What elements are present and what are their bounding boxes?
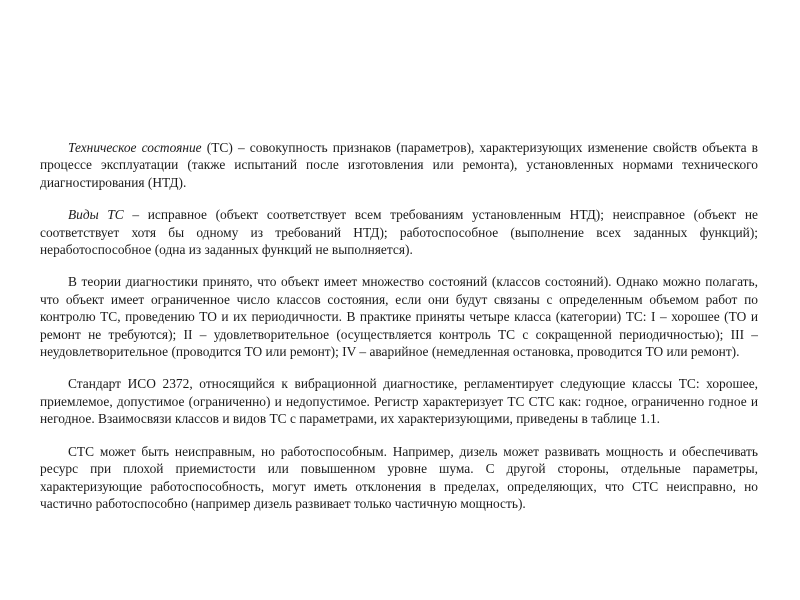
- paragraph-state-classes: [40, 273, 758, 360]
- paragraph-text: (ТС) – совокупность признаков (параметров), характеризующих изменение свойств объекта в процессе эксплуатации (также испытаний после изготовления или ремонта), установленных нормами технического диагностирования (НТД).: [40, 140, 759, 190]
- term-technical-state: Техническое состояние: [68, 140, 202, 155]
- paragraph-text: Стандарт ИСО 2372, относящийся к вибрационной диагностике, регламентирует следующие классы ТС: хорошее, приемлемое, допустимое (ограниченно) и недопустимое. Регистр характеризует ТС СТС как: годное, ограниченно годное и негодное. Взаимосвязи классов и видов ТС с параметрами, их характеризующими, приведены в таблице 1.1.: [40, 376, 758, 427]
- paragraph-state-types: [40, 206, 758, 258]
- paragraph-text: – исправное (объект соответствует всем требованиям установленным НТД); неисправное (объект не соответствует хотя бы одному из требований НТД); работоспособное (выполнение всех заданных функций); неработоспособное (одна из заданных функций не выполняется).: [40, 207, 758, 258]
- document-body: [40, 139, 758, 512]
- term-state-types: Виды ТС: [68, 207, 124, 223]
- paragraph-text: СТС может быть неисправным, но работоспособным. Например, дизель может развивать мощность и обеспечивать ресурс при плохой приемистости или повышенном уровне шума. С другой стороны, отдельные параметры, характеризующие работоспособность, могут иметь отклонения в пределах, определяющих, что СТС неисправно, но частично работоспособно (например дизель развивает только частичную мощность).: [40, 443, 758, 511]
- paragraph-iso-standard: [40, 375, 758, 427]
- paragraph-faulty-but-operable: [40, 443, 758, 513]
- paragraph-technical-state-definition: [40, 139, 758, 191]
- paragraph-text: В теории диагностики принято, что объект имеет множество состояний (классов состояний). Однако можно полагать, что объект имеет ограниченное число классов состояния, если они будут связаны с определенным объемом работ по контролю ТС, проведению ТО и их периодичности. В практике приняты четыре класса (категории) ТС: I – хорошее (ТО и ремонт не требуются); II – удовлетворительное (осуществляется контроль ТС с сокращенной периодичностью); III – неудовлетворительное (проводится ТО или ремонт); IV – аварийное (немедленная остановка, проводится ТО или ремонт).: [40, 274, 758, 360]
